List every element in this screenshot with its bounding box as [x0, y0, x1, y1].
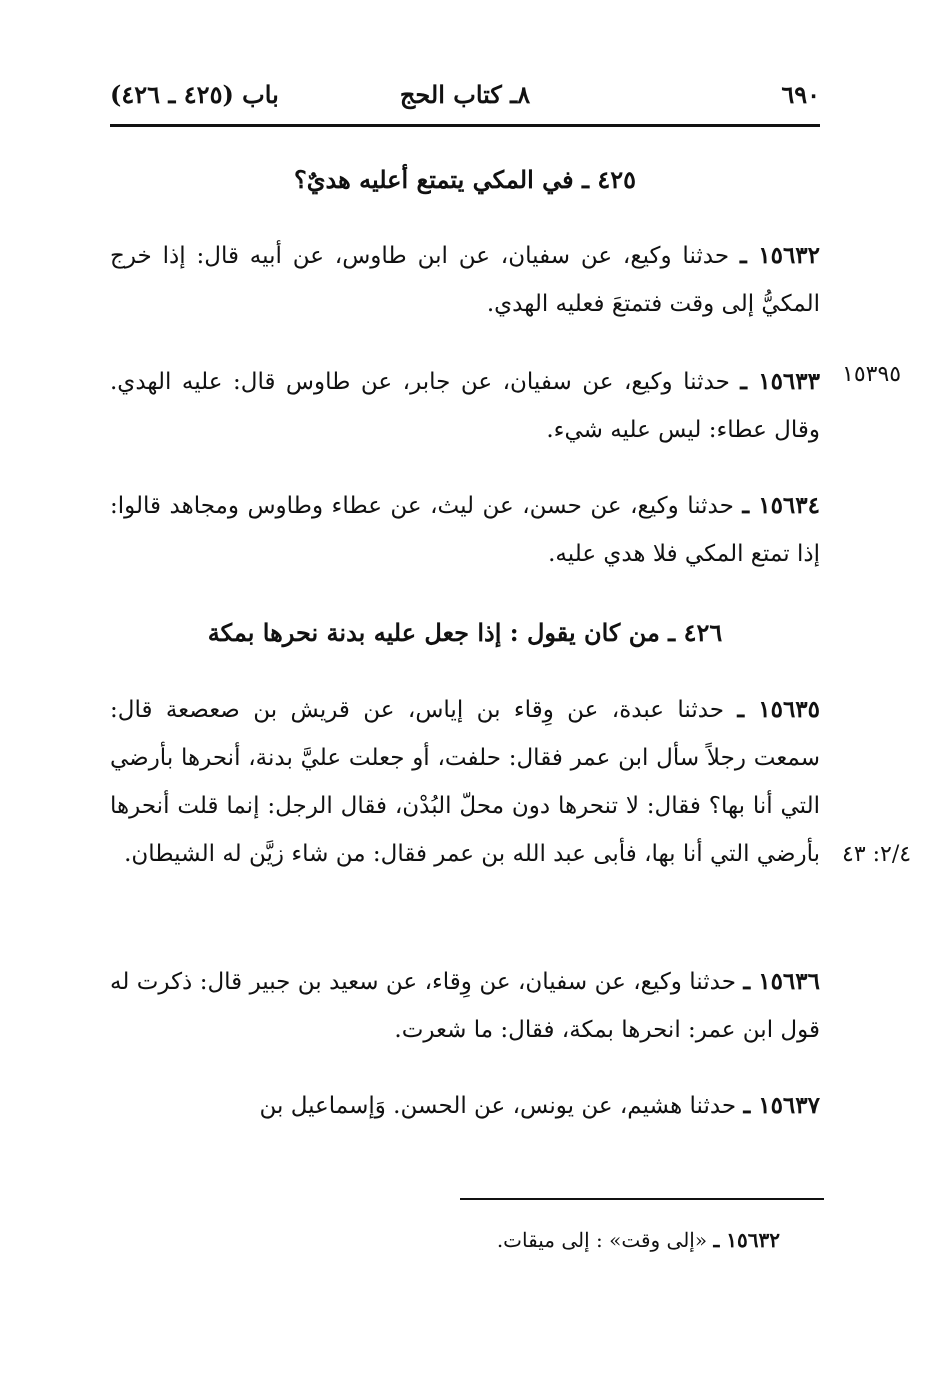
- hadith-15635: [110, 686, 820, 878]
- hadith-text: حدثنا وكيع، عن حسن، عن ليث، عن عطاء وطاوس ومجاهد قالوا: إذا تمتع المكي فلا هدي عليه.: [110, 493, 820, 567]
- margin-reference: ١٥٣٩٥: [842, 362, 902, 387]
- hadith-number: ١٥٦٣٢ ـ: [739, 242, 821, 269]
- margin-reference: ٢/٤: ٤٣: [842, 842, 912, 867]
- hadith-15637: [110, 1082, 820, 1130]
- hadith-text: حدثنا هشيم، عن يونس، عن الحسن. وَإسماعيل بن: [259, 1093, 744, 1119]
- hadith-15636: [110, 958, 820, 1054]
- footnote-divider: [460, 1198, 824, 1200]
- hadith-text: حدثنا وكيع، عن سفيان، عن ابن طاوس، عن أبيه قال: إذا خرج المكيُّ إلى وقت فتمتعَ فعليه الهدي.: [110, 243, 820, 317]
- section-heading-425: ٤٢٥ ـ في المكي يتمتع أعليه هديٌ؟: [293, 165, 637, 194]
- hadith-text: حدثنا عبدة، عن وِقاء بن إياس، عن قريش بن صعصعة قال: سمعت رجلاً سأل ابن عمر فقال: حلفت، أو جعلت عليَّ بدنة، أنحرها بأرضي التي أنا بها؟ فقال: لا تنحرها دون محلّ البُدْن، فقال الرجل: إنما قلت أنحرها بأرضي التي أنا بها، فأبى عبد الله بن عمر فقال: من شاء زيَّن له الشيطان.: [110, 697, 820, 867]
- running-header: [110, 80, 820, 120]
- book-title: ٨ـ كتاب الحج: [399, 80, 531, 109]
- header-divider: [110, 124, 820, 127]
- chapter-range: باب (٤٢٥ ـ ٤٢٦): [110, 80, 279, 109]
- hadith-15634: [110, 482, 820, 578]
- hadith-number: ١٥٦٣٤ ـ: [742, 492, 820, 519]
- hadith-number: ١٥٦٣٥ ـ: [737, 696, 821, 723]
- hadith-number: ١٥٦٣٣ ـ: [740, 368, 820, 395]
- hadith-15632: [110, 232, 820, 328]
- hadith-number: ١٥٦٣٦ ـ: [743, 968, 820, 995]
- section-heading-426: ٤٢٦ ـ من كان يقول : إذا جعل عليه بدنة نحرها بمكة: [207, 618, 723, 647]
- hadith-15633: [110, 358, 820, 454]
- footnote-text: «إلى وقت» : إلى ميقات.: [496, 1228, 714, 1252]
- hadith-number: ١٥٦٣٧ ـ: [743, 1092, 820, 1119]
- hadith-text: حدثنا وكيع، عن سفيان، عن وِقاء، عن سعيد بن جبير قال: ذكرت له قول ابن عمر: انحرها بمكة، فقال: ما شعرت.: [110, 969, 820, 1043]
- footnote-number: ١٥٦٣٢ ـ: [713, 1228, 780, 1252]
- hadith-text: حدثنا وكيع، عن سفيان، عن جابر، عن طاوس قال: عليه الهدي. وقال عطاء: ليس عليه شيء.: [110, 369, 820, 443]
- footnote: [380, 1228, 780, 1252]
- page-number: ٦٩٠: [781, 80, 820, 109]
